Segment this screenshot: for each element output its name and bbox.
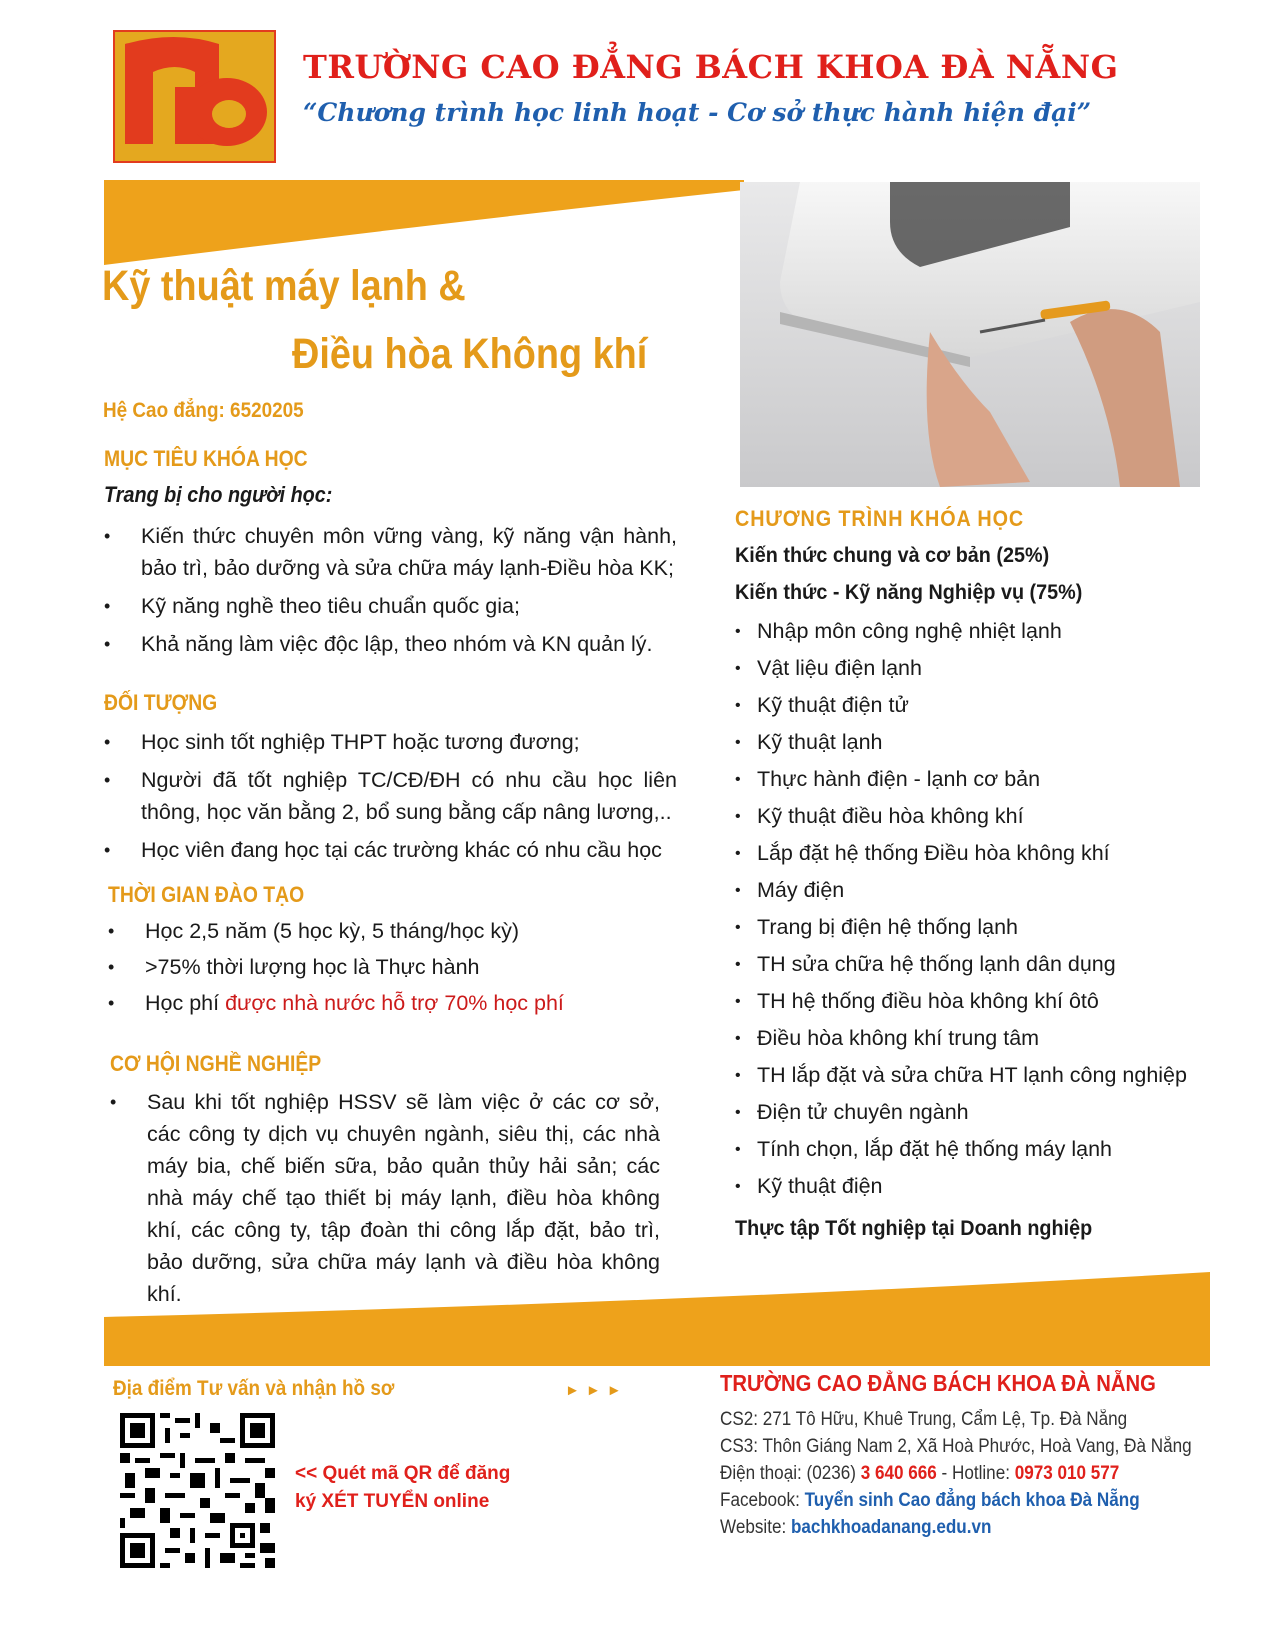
- bullet-icon: •: [735, 1067, 741, 1084]
- list-item: • Kỹ thuật điện: [735, 1168, 1187, 1205]
- list-item: • TH hệ thống điều hòa không khí ôtô: [735, 983, 1187, 1020]
- campus-3-address: CS3: Thôn Giáng Nam 2, Xã Hoà Phước, Hoà Vang, Đà Nẵng: [720, 1436, 1192, 1457]
- school-logo: [113, 30, 276, 163]
- bullet-icon: •: [104, 634, 111, 654]
- bullet-icon: •: [104, 770, 111, 790]
- bullet-icon: •: [104, 840, 111, 860]
- curriculum-subjects-list: [735, 613, 1187, 1205]
- list-item: • Kỹ thuật điện tử: [735, 687, 1187, 724]
- bullet-icon: •: [735, 660, 741, 677]
- list-item: • Sau khi tốt nghiệp HSSV sẽ làm việc ở các cơ sở, các công ty dịch vụ chuyên ngành, siêu thị, các nhà máy bia, chế biến sữa, bảo quản thủy hải sản; các nhà máy chế tạo thiết bị máy lạnh, điều hòa không khí, các công ty, tập đoàn thi công lắp đặt, bảo trì, bảo dưỡng, sửa chữa máy lạnh và điều hòa không khí.: [110, 1086, 660, 1310]
- program-code: Hệ Cao đẳng: 6520205: [103, 399, 304, 422]
- bullet-icon: •: [735, 771, 741, 788]
- list-item: • Học phí được nhà nước hỗ trợ 70% học phí: [108, 987, 678, 1019]
- list-item: • Khả năng làm việc độc lập, theo nhóm và KN quản lý.: [104, 628, 677, 660]
- bullet-icon: •: [735, 845, 741, 862]
- school-slogan: “Chương trình học linh hoạt - Cơ sở thực hành hiện đại”: [303, 98, 1092, 127]
- registration-qr-code[interactable]: [120, 1413, 275, 1568]
- curriculum-internship: Thực tập Tốt nghiệp tại Doanh nghiệp: [735, 1216, 1093, 1240]
- bullet-icon: •: [735, 697, 741, 714]
- list-item: • Vật liệu điện lạnh: [735, 650, 1187, 687]
- list-item: • TH sửa chữa hệ thống lạnh dân dụng: [735, 946, 1187, 983]
- career-heading: CƠ HỘI NGHỀ NGHIỆP: [110, 1051, 322, 1076]
- facebook-line: Facebook: Tuyển sinh Cao đẳng bách khoa Đà Nẵng: [720, 1490, 1140, 1511]
- website-line: Website: bachkhoadanang.edu.vn: [720, 1517, 992, 1538]
- audience-heading: ĐỐI TƯỢNG: [104, 690, 218, 715]
- bullet-icon: •: [110, 1092, 117, 1112]
- list-item: • Máy điện: [735, 872, 1187, 909]
- duration-list: [108, 915, 678, 1023]
- audience-list: [104, 726, 677, 872]
- bullet-icon: •: [735, 1104, 741, 1121]
- list-item: • Người đã tốt nghiệp TC/CĐ/ĐH có nhu cầu học liên thông, học văn bằng 2, bổ sung bằng cấp nâng lương,..: [104, 764, 677, 828]
- list-item: • Lắp đặt hệ thống Điều hòa không khí: [735, 835, 1187, 872]
- list-item: • Điều hòa không khí trung tâm: [735, 1020, 1187, 1057]
- list-item: • Trang bị điện hệ thống lạnh: [735, 909, 1187, 946]
- course-title-line2: Điều hòa Không khí: [292, 330, 648, 378]
- curriculum-general: Kiến thức chung và cơ bản (25%): [735, 543, 1050, 567]
- bullet-icon: •: [735, 1141, 741, 1158]
- list-item: • Nhập môn công nghệ nhiệt lạnh: [735, 613, 1187, 650]
- bullet-icon: •: [735, 882, 741, 899]
- bullet-icon: •: [104, 526, 111, 546]
- facebook-link[interactable]: Tuyển sinh Cao đẳng bách khoa Đà Nẵng: [804, 1490, 1140, 1511]
- list-item: • Học viên đang học tại các trường khác có nhu cầu học: [104, 834, 677, 866]
- list-item: • Tính chọn, lắp đặt hệ thống máy lạnh: [735, 1131, 1187, 1168]
- bullet-icon: •: [735, 919, 741, 936]
- objectives-intro: Trang bị cho người học:: [104, 482, 333, 507]
- orange-banner-top: [104, 180, 744, 270]
- list-item: • Kỹ thuật điều hòa không khí: [735, 798, 1187, 835]
- curriculum-professional: Kiến thức - Kỹ năng Nghiệp vụ (75%): [735, 580, 1083, 604]
- school-title: TRƯỜNG CAO ĐẲNG BÁCH KHOA ĐÀ NẴNG: [303, 48, 1119, 86]
- phone-line: Điện thoại: (0236) 3 640 666 - Hotline: 0973 010 577: [720, 1463, 1120, 1484]
- list-item: • Điện tử chuyên ngành: [735, 1094, 1187, 1131]
- list-item: • Kỹ thuật lạnh: [735, 724, 1187, 761]
- contact-details: [720, 1406, 1244, 1541]
- curriculum-heading: CHƯƠNG TRÌNH KHÓA HỌC: [735, 506, 1025, 531]
- list-item: • Kiến thức chuyên môn vững vàng, kỹ năng vận hành, bảo trì, bảo dưỡng và sửa chữa máy lạnh-Điều hòa KK;: [104, 520, 677, 584]
- consultation-location-label: Địa điểm Tư vấn và nhận hồ sơ: [113, 1377, 395, 1400]
- bullet-icon: •: [735, 734, 741, 751]
- qr-instruction: << Quét mã QR để đăng ký XÉT TUYỂN online: [295, 1463, 511, 1512]
- arrows-icon: ►►►: [565, 1382, 628, 1399]
- duration-heading: THỜI GIAN ĐÀO TẠO: [108, 882, 305, 907]
- bullet-icon: •: [735, 993, 741, 1010]
- list-item: • Học sinh tốt nghiệp THPT hoặc tương đương;: [104, 726, 677, 758]
- bullet-icon: •: [108, 993, 115, 1013]
- list-item: • >75% thời lượng học là Thực hành: [108, 951, 678, 983]
- tuition-support-highlight: được nhà nước hỗ trợ 70% học phí: [225, 991, 564, 1015]
- bullet-icon: •: [735, 1030, 741, 1047]
- list-item: • Thực hành điện - lạnh cơ bản: [735, 761, 1187, 798]
- bullet-icon: •: [735, 623, 741, 640]
- objectives-list: [104, 520, 677, 666]
- bullet-icon: •: [104, 732, 111, 752]
- bullet-icon: •: [735, 956, 741, 973]
- bullet-icon: •: [735, 1178, 741, 1195]
- bullet-icon: •: [108, 921, 115, 941]
- list-item: • Kỹ năng nghề theo tiêu chuẩn quốc gia;: [104, 590, 677, 622]
- bullet-icon: •: [735, 808, 741, 825]
- logo-emblem-icon: [115, 32, 274, 161]
- bullet-icon: •: [104, 596, 111, 616]
- bullet-icon: •: [108, 957, 115, 977]
- course-title-line1: Kỹ thuật máy lạnh &: [102, 262, 466, 310]
- contact-school-name: TRƯỜNG CAO ĐẲNG BÁCH KHOA ĐÀ NẴNG: [720, 1370, 1156, 1396]
- air-conditioner-repair-photo: [740, 182, 1200, 487]
- list-item: • TH lắp đặt và sửa chữa HT lạnh công nghiệp: [735, 1057, 1187, 1094]
- hotline-number[interactable]: 0973 010 577: [1014, 1463, 1120, 1484]
- list-item: • Học 2,5 năm (5 học kỳ, 5 tháng/học kỳ): [108, 915, 678, 947]
- objectives-heading: MỤC TIÊU KHÓA HỌC: [104, 446, 308, 471]
- website-link[interactable]: bachkhoadanang.edu.vn: [790, 1517, 992, 1538]
- phone-number[interactable]: 3 640 666: [860, 1463, 937, 1484]
- campus-2-address: CS2: 271 Tô Hữu, Khuê Trung, Cẩm Lệ, Tp. Đà Nẵng: [720, 1409, 1128, 1430]
- orange-banner-bottom: [104, 1272, 1210, 1366]
